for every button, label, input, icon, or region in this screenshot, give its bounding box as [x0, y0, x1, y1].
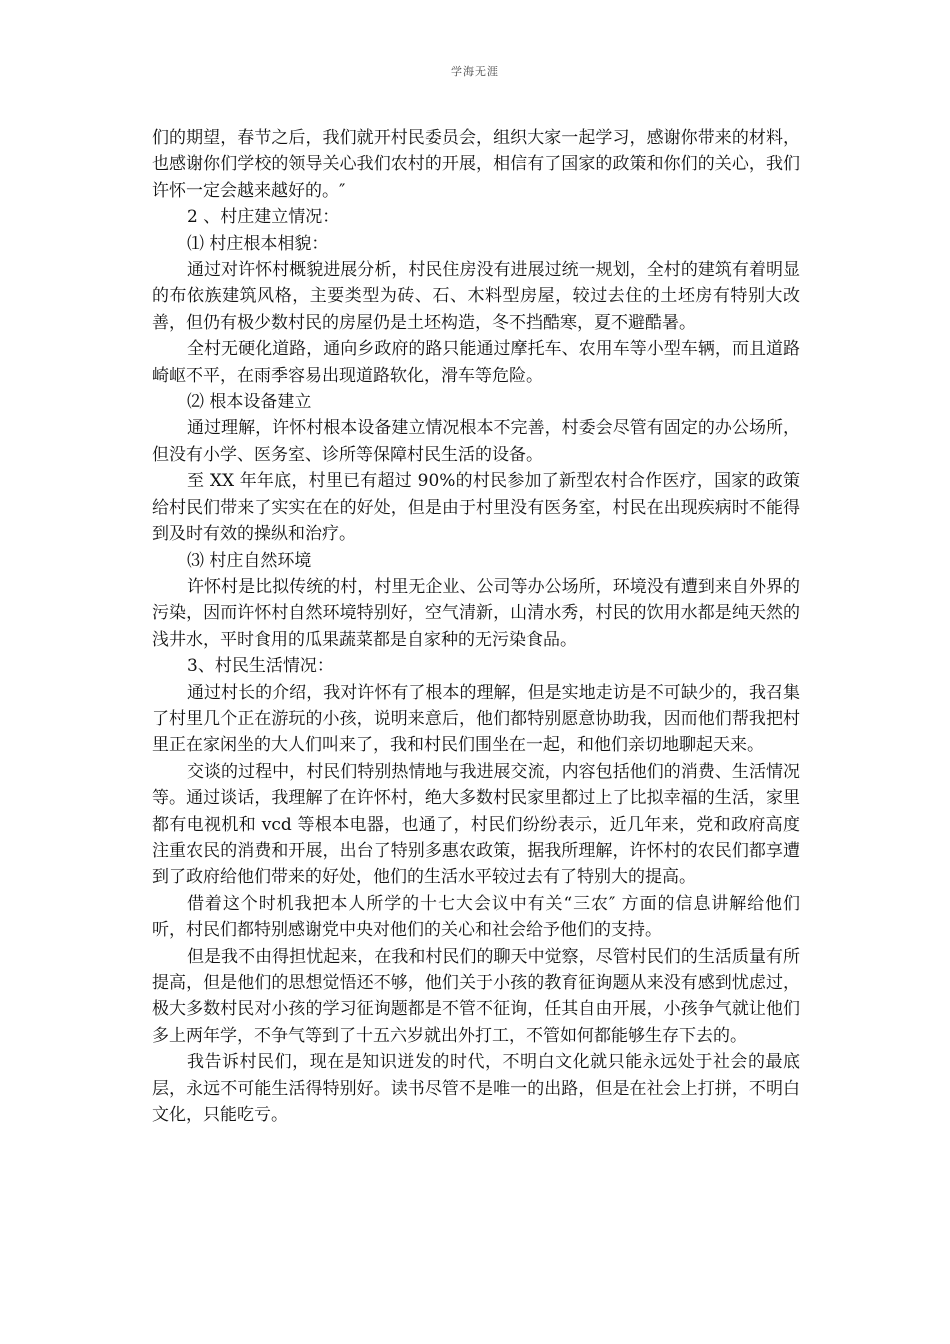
paragraph: 2 、村庄建立情况：	[187, 207, 340, 228]
paragraph: 通过理解，许怀村根本设备建立情况根本不完善，村委会尽管有固定的办公场所，但没有小学、医务室、诊所等保障村民生活的设备。	[152, 418, 800, 465]
paragraph: 至 XX 年年底，村里已有超过 90%的村民参加了新型农村合作医疗，国家的政策给村民们带来了实实在在的好处，但是由于村里没有医务室，村民在出现疾病时不能得到及时有效的操纵和治疗。	[152, 471, 800, 545]
paragraph: 借着这个时机我把本人所学的十七大会议中有关“三农″ 方面的信息讲解给他们听，村民们都特别感谢党中央对他们的关心和社会给予他们的支持。	[152, 893, 800, 941]
paragraph: 通过对许怀村概貌进展分析，村民住房没有进展过统一规划，全村的建筑有着明显的布依族建筑风格，主要类型为砖、石、木料型房屋，较过去住的土坯房有特别大改善，但仍有极少数村民的房屋仍是土坯构造，冬不挡酷寒，夏不避酷暑。	[152, 260, 800, 333]
paragraph: 许怀村是比拟传统的村，村里无企业、公司等办公场所，环境没有遭到来自外界的污染，因而许怀村自然环境特别好，空气清新，山清水秀，村民的饮用水都是纯天然的浅井水，平时食用的瓜果蔬菜都是自家种的无污染食品。	[152, 576, 800, 650]
document-body	[152, 125, 800, 1128]
paragraph: 们的期望，春节之后，我们就开村民委员会，组织大家一起学习，感谢你带来的材料，也感谢你们学校的领导关心我们农村的开展，相信有了国家的政策和你们的关心，我们许怀一定会越来越好的。″	[152, 128, 800, 201]
paragraph: ⑵ 根本设备建立	[187, 392, 312, 413]
paragraph: 交谈的过程中，村民们特别热情地与我进展交流，内容包括他们的消费、生活情况等。通过谈话，我理解了在许怀村，绝大多数村民家里都过上了比拟幸福的生活，家里都有电视机和 vcd 等根本电器，也通了，村民们纷纷表示，近几年来，党和政府高度注重农民的消费和开展，出台了特别多惠农政策，据我所理解，许怀村的农民们都享遭到了政府给他们带来的好处，他们的生活水平较过去有了特别大的提高。	[152, 761, 800, 888]
paragraph: 3、村民生活情况：	[187, 656, 334, 677]
paragraph: 全村无硬化道路，通向乡政府的路只能通过摩托车、农用车等小型车辆，而且道路崎岖不平，在雨季容易出现道路软化，滑车等危险。	[152, 339, 800, 386]
paragraph: 我告诉村民们，现在是知识迸发的时代，不明白文化就只能永远处于社会的最底层，永远不可能生活得特别好。读书尽管不是唯一的出路，但是在社会上打拼，不明白文化，只能吃亏。	[152, 1052, 800, 1126]
paragraph: ⑶ 村庄自然环境	[187, 550, 312, 571]
paragraph: 但是我不由得担忧起来，在我和村民们的聊天中觉察，尽管村民们的生活质量有所提高，但是他们的思想觉悟还不够，他们关于小孩的教育征询题从来没有感到忧虑过，极大多数村民对小孩的学习征询题都是不管不征询，任其自由开展，小孩争气就让他们多上两年学，不争气等到了十五六岁就出外打工，不管如何都能够生存下去的。	[152, 946, 800, 1046]
page-header: 学海无涯	[451, 65, 499, 78]
paragraph: ⑴ 村庄根本相貌：	[187, 233, 329, 254]
paragraph: 通过村长的介绍，我对许怀有了根本的理解，但是实地走访是不可缺少的，我召集了村里几个正在游玩的小孩，说明来意后，他们都特别愿意协助我，因而他们帮我把村里正在家闲坐的大人们叫来了，我和村民们围坐在一起，和他们亲切地聊起天来。	[152, 682, 800, 756]
